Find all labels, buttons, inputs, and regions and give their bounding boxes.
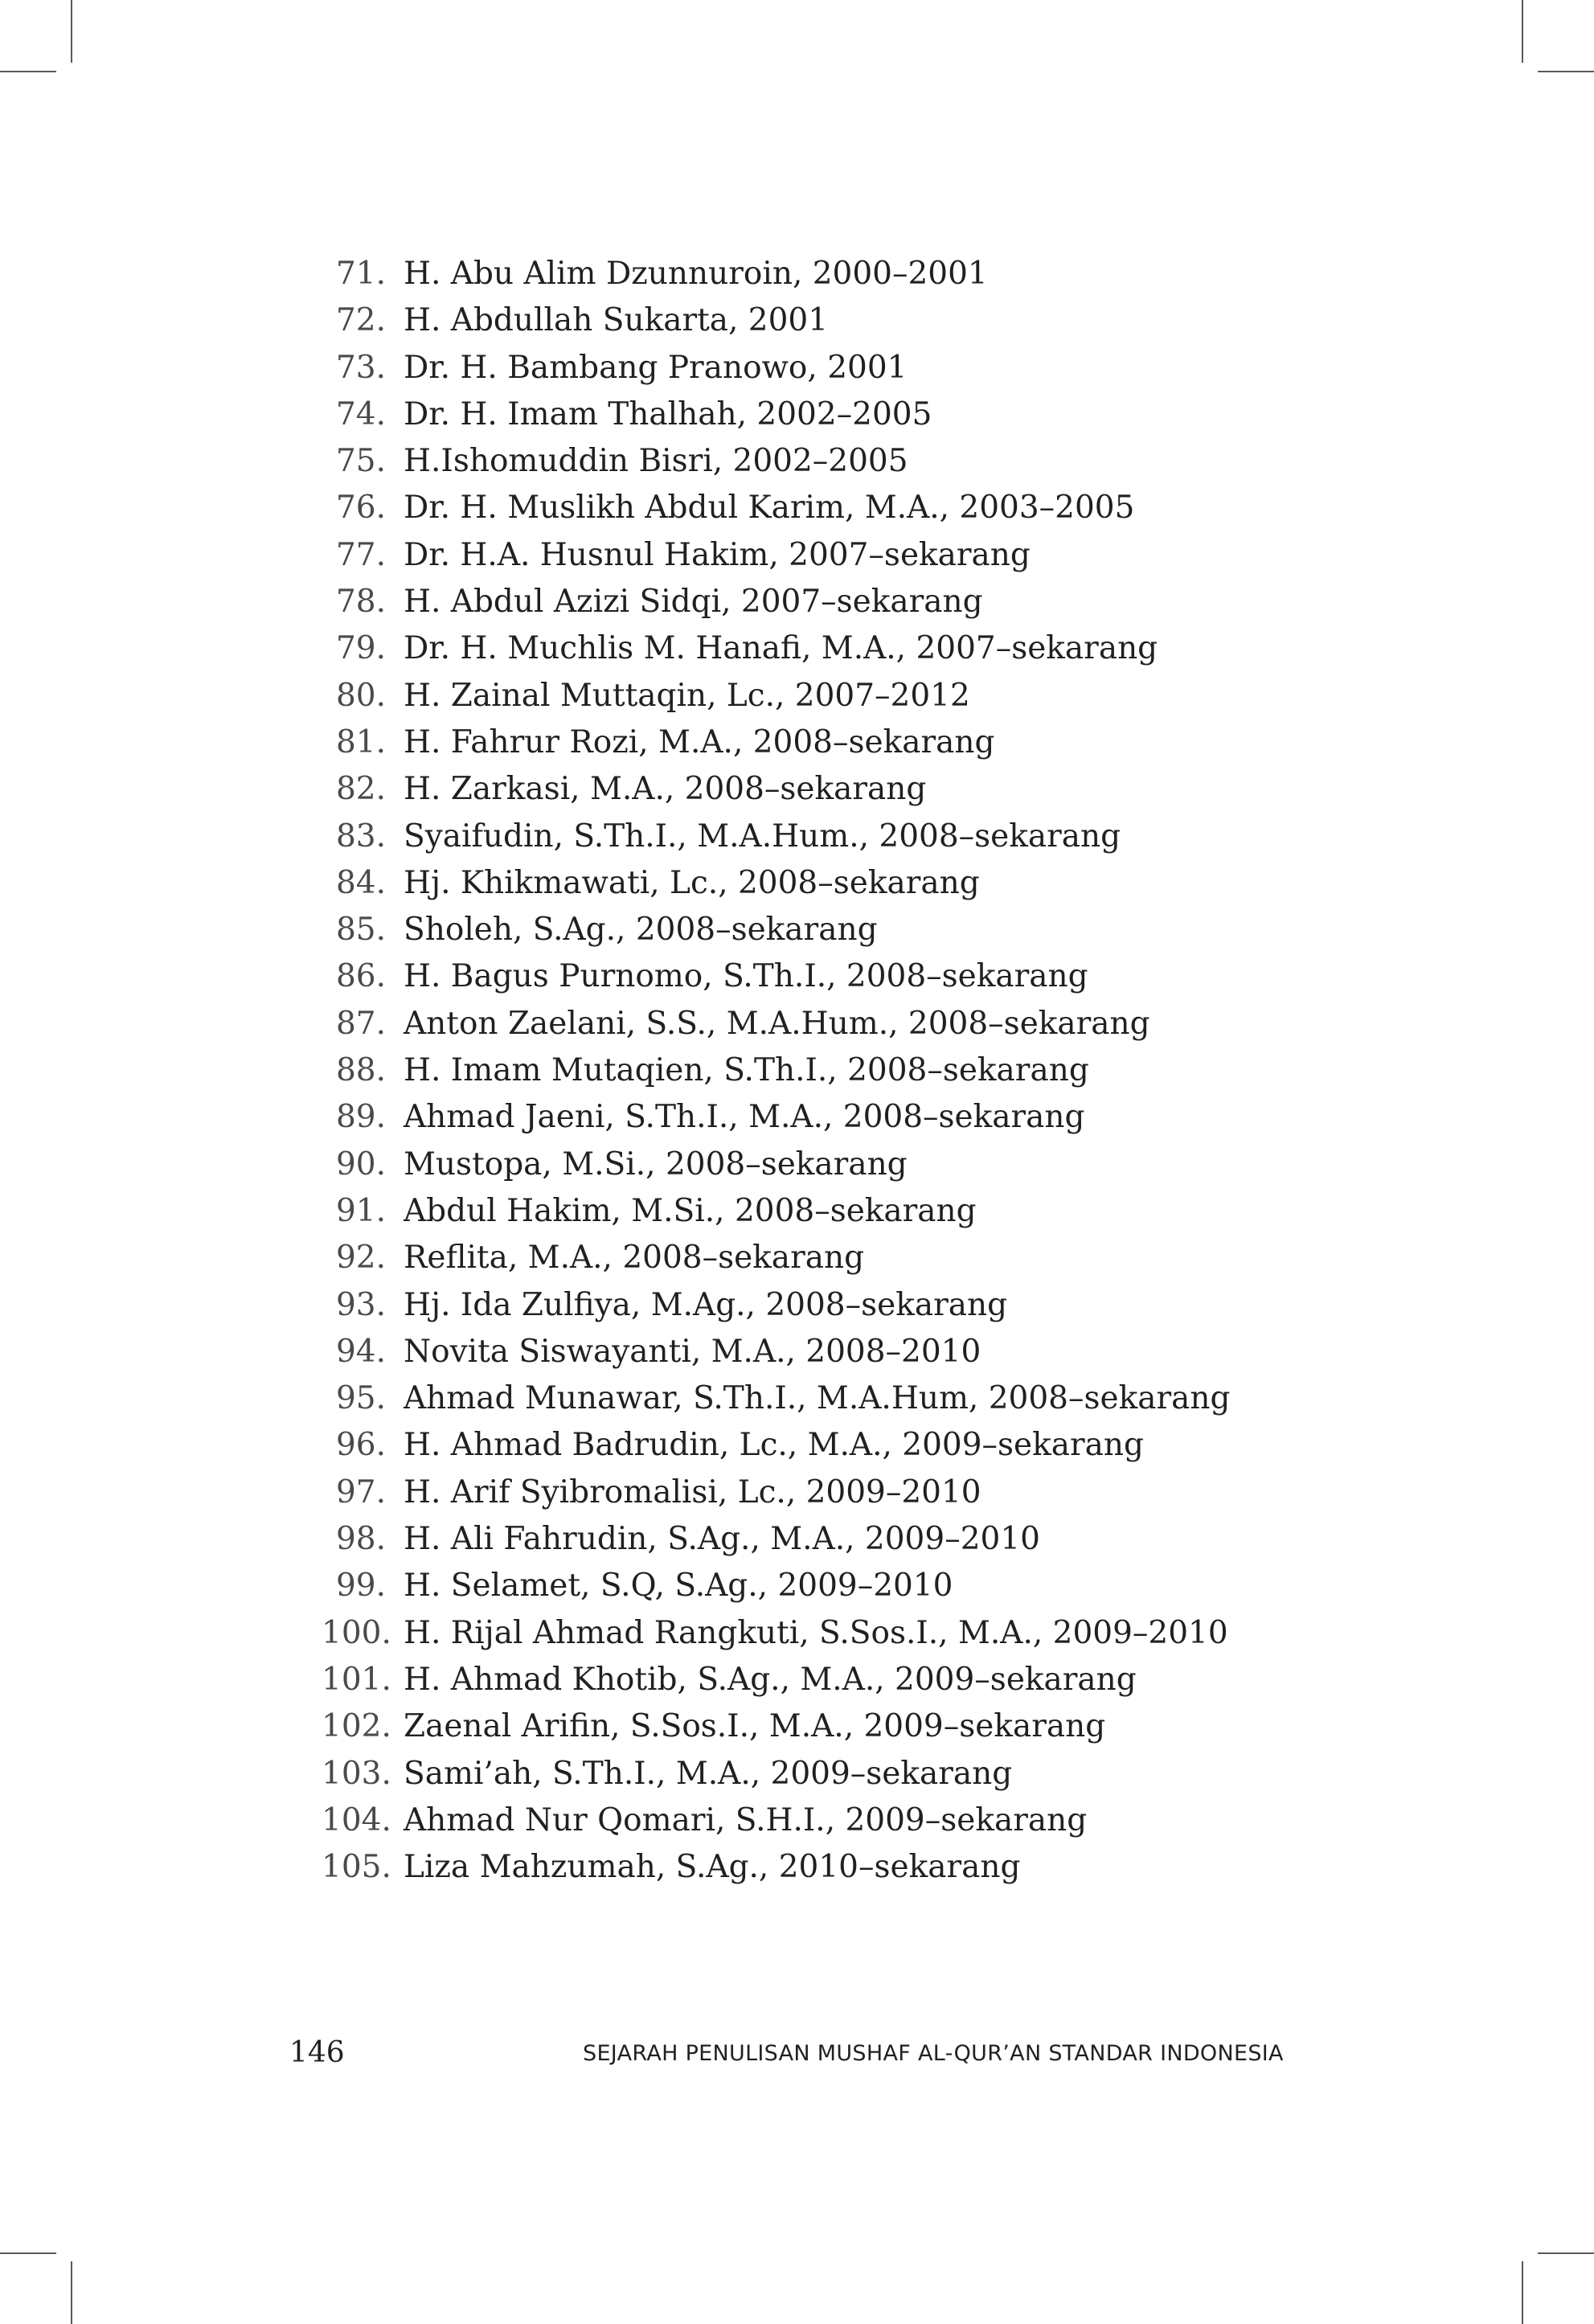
list-item: [322, 1099, 1230, 1146]
list-item: [322, 1052, 1230, 1099]
list-item: [322, 630, 1230, 677]
item-text: Anton Zaelani, S.S., M.A.Hum., 2008–sekarang: [404, 1005, 1150, 1042]
item-number: 80.: [335, 677, 386, 714]
list-item: [322, 678, 1230, 724]
crop-mark-top-left-horizontal: [0, 71, 56, 72]
page-number: 146: [289, 2036, 345, 2069]
item-number: 93.: [335, 1286, 386, 1323]
item-text: Zaenal Arifin, S.Sos.I., M.A., 2009–sekarang: [404, 1708, 1106, 1745]
item-text: Liza Mahzumah, S.Ag., 2010–sekarang: [404, 1849, 1021, 1886]
item-text: H. Rijal Ahmad Rangkuti, S.Sos.I., M.A., 2009–2010: [404, 1614, 1228, 1651]
item-text: H. Imam Mutaqien, S.Th.I., 2008–sekarang: [404, 1052, 1089, 1089]
list-item: [322, 771, 1230, 818]
item-text: H. Abdullah Sukarta, 2001: [404, 302, 829, 339]
item-text: Dr. H.A. Husnul Hakim, 2007–sekarang: [404, 536, 1031, 573]
list-item: [322, 256, 1230, 302]
item-text: Novita Siswayanti, M.A., 2008–2010: [404, 1333, 981, 1370]
list-item: [322, 1193, 1230, 1240]
item-text: H. Selamet, S.Q, S.Ag., 2009–2010: [404, 1568, 953, 1605]
list-item: [322, 1474, 1230, 1521]
crop-mark-bottom-left-vertical: [71, 2261, 72, 2324]
item-text: H. Fahrur Rozi, M.A., 2008–sekarang: [404, 723, 995, 760]
crop-mark-top-right-horizontal: [1538, 71, 1594, 72]
item-number: 95.: [335, 1380, 386, 1417]
item-number: 88.: [335, 1052, 386, 1089]
item-text: H. Abu Alim Dzunnuroin, 2000–2001: [404, 256, 988, 292]
list-item: [322, 1521, 1230, 1568]
list-item: [322, 1568, 1230, 1614]
item-number: 82.: [335, 771, 386, 808]
item-number: 102.: [322, 1708, 391, 1745]
item-number: 76.: [335, 490, 386, 527]
name-list: [322, 256, 1230, 1896]
item-number: 84.: [335, 864, 386, 901]
crop-mark-top-left-vertical: [71, 0, 72, 63]
list-item: [322, 912, 1230, 958]
item-number: 89.: [335, 1099, 386, 1136]
list-item: [322, 396, 1230, 443]
item-text: Reflita, M.A., 2008–sekarang: [404, 1240, 865, 1277]
item-text: Sami’ah, S.Th.I., M.A., 2009–sekarang: [404, 1755, 1013, 1792]
item-number: 96.: [335, 1427, 386, 1464]
item-text: Abdul Hakim, M.Si., 2008–sekarang: [404, 1192, 977, 1229]
item-text: Dr. H. Imam Thalhah, 2002–2005: [404, 396, 932, 432]
item-text: Hj. Ida Zulfiya, M.Ag., 2008–sekarang: [404, 1286, 1008, 1323]
list-item: [322, 958, 1230, 1005]
item-number: 91.: [335, 1192, 386, 1229]
item-number: 83.: [335, 818, 386, 855]
item-number: 78.: [335, 584, 386, 621]
item-text: H. Zainal Muttaqin, Lc., 2007–2012: [404, 677, 970, 714]
crop-mark-bottom-left-horizontal: [0, 2252, 56, 2254]
item-text: H. Zarkasi, M.A., 2008–sekarang: [404, 771, 927, 808]
item-number: 99.: [335, 1568, 386, 1605]
list-item: [322, 302, 1230, 349]
list-item: [322, 865, 1230, 912]
list-item: [322, 1146, 1230, 1193]
item-number: 97.: [335, 1474, 386, 1510]
item-number: 86.: [335, 958, 386, 995]
item-text: Dr. H. Muchlis M. Hanafi, M.A., 2007–sekarang: [404, 630, 1158, 667]
page-footer: [0, 2036, 1594, 2076]
list-item: [322, 1756, 1230, 1802]
item-number: 72.: [335, 302, 386, 339]
list-item: [322, 1006, 1230, 1052]
item-number: 71.: [335, 256, 386, 292]
list-item: [322, 818, 1230, 865]
item-text: Ahmad Munawar, S.Th.I., M.A.Hum, 2008–sekarang: [404, 1380, 1231, 1417]
item-number: 81.: [335, 723, 386, 760]
item-number: 100.: [322, 1614, 391, 1651]
item-text: Mustopa, M.Si., 2008–sekarang: [404, 1146, 908, 1182]
crop-mark-bottom-right-vertical: [1522, 2261, 1523, 2324]
item-text: Hj. Khikmawati, Lc., 2008–sekarang: [404, 864, 980, 901]
item-text: H.Ishomuddin Bisri, 2002–2005: [404, 443, 908, 480]
item-number: 85.: [335, 912, 386, 949]
list-item: [322, 350, 1230, 396]
list-item: [322, 1615, 1230, 1662]
running-title: SEJARAH PENULISAN MUSHAF AL-QUR’AN STANDAR INDONESIA: [583, 2041, 1284, 2066]
list-item: [322, 537, 1230, 584]
list-item: [322, 584, 1230, 630]
crop-mark-top-right-vertical: [1522, 0, 1523, 63]
item-text: H. Arif Syibromalisi, Lc., 2009–2010: [404, 1474, 981, 1510]
item-text: H. Ali Fahrudin, S.Ag., M.A., 2009–2010: [404, 1521, 1040, 1558]
item-text: Dr. H. Muslikh Abdul Karim, M.A., 2003–2005: [404, 490, 1135, 527]
item-text: Syaifudin, S.Th.I., M.A.Hum., 2008–sekarang: [404, 818, 1121, 855]
list-item: [322, 443, 1230, 490]
item-number: 73.: [335, 349, 386, 386]
item-text: H. Ahmad Badrudin, Lc., M.A., 2009–sekarang: [404, 1427, 1144, 1464]
item-number: 103.: [322, 1755, 391, 1792]
list-item: [322, 1849, 1230, 1896]
list-item: [322, 1380, 1230, 1427]
list-item: [322, 1662, 1230, 1708]
list-item: [322, 1708, 1230, 1755]
item-number: 79.: [335, 630, 386, 667]
item-number: 77.: [335, 536, 386, 573]
item-number: 74.: [335, 396, 386, 432]
item-number: 101.: [322, 1661, 391, 1698]
item-number: 94.: [335, 1333, 386, 1370]
item-text: Ahmad Jaeni, S.Th.I., M.A., 2008–sekarang: [404, 1099, 1085, 1136]
item-number: 90.: [335, 1146, 386, 1182]
list-item: [322, 490, 1230, 536]
item-text: Dr. H. Bambang Pranowo, 2001: [404, 349, 908, 386]
list-item: [322, 1287, 1230, 1334]
list-item: [322, 1427, 1230, 1474]
item-text: Ahmad Nur Qomari, S.H.I., 2009–sekarang: [404, 1801, 1088, 1838]
list-item: [322, 1802, 1230, 1849]
item-text: H. Ahmad Khotib, S.Ag., M.A., 2009–sekarang: [404, 1661, 1137, 1698]
list-item: [322, 724, 1230, 771]
item-number: 92.: [335, 1240, 386, 1277]
list-item: [322, 1240, 1230, 1286]
crop-mark-bottom-right-horizontal: [1538, 2252, 1594, 2254]
item-number: 87.: [335, 1005, 386, 1042]
item-text: H. Bagus Purnomo, S.Th.I., 2008–sekarang: [404, 958, 1088, 995]
list-item: [322, 1334, 1230, 1380]
item-number: 105.: [322, 1849, 391, 1886]
item-text: Sholeh, S.Ag., 2008–sekarang: [404, 912, 878, 949]
item-text: H. Abdul Azizi Sidqi, 2007–sekarang: [404, 584, 983, 621]
item-number: 75.: [335, 443, 386, 480]
item-number: 104.: [322, 1801, 391, 1838]
item-number: 98.: [335, 1521, 386, 1558]
